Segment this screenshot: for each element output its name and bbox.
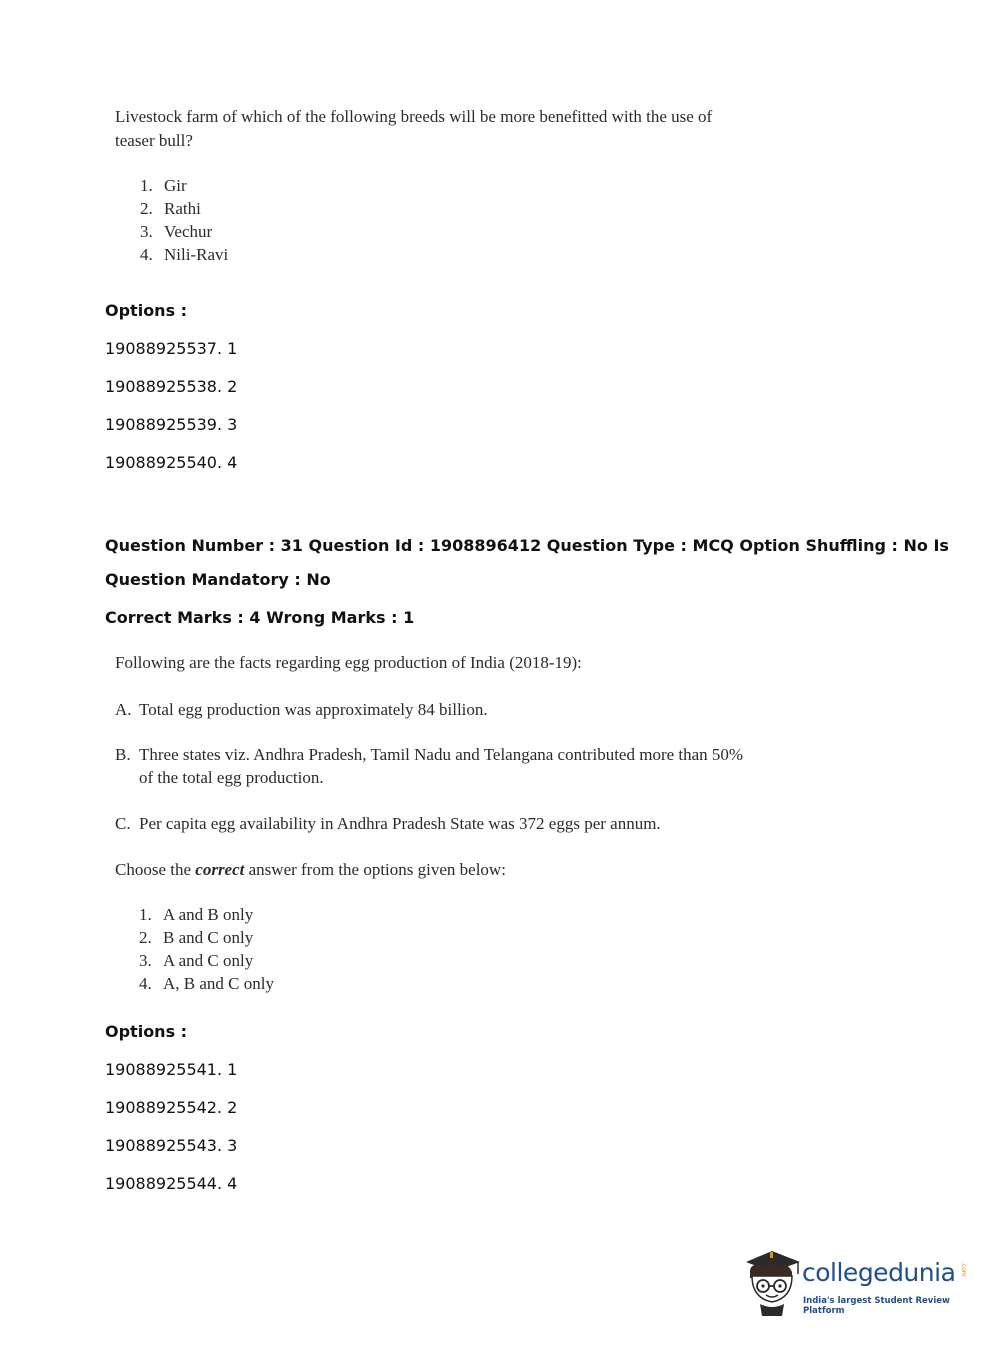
- logo-tagline: India's largest Student Review Platform: [803, 1296, 950, 1316]
- q31-header-line1: Question Number : 31 Question Id : 1908896412 Question Type : MCQ Option Shuffling : No Is: [105, 536, 949, 555]
- q30-stem-line1: Livestock farm of which of the following breeds will be more benefitted with the use of: [115, 107, 713, 126]
- q30-option-3: 19088925539. 3: [105, 415, 238, 434]
- q31-choice-1: 1. A and B only: [139, 905, 254, 924]
- q31-options-heading: Options :: [105, 1022, 188, 1041]
- q31-intro: Following are the facts regarding egg production of India (2018-19):: [115, 653, 582, 672]
- logo-wordmark: collegedunia: [802, 1258, 956, 1287]
- q31-option-3: 19088925543. 3: [105, 1136, 238, 1155]
- q31-header-line2: Question Mandatory : No: [105, 570, 331, 589]
- q31-statement-b: B. Three states viz. Andhra Pradesh, Tamil Nadu and Telangana contributed more than 50%: [115, 745, 744, 764]
- q30-choice-4: 4. Nili-Ravi: [140, 245, 229, 264]
- q31-option-2: 19088925542. 2: [105, 1098, 238, 1117]
- q31-statement-c: C. Per capita egg availability in Andhra Pradesh State was 372 eggs per annum.: [115, 814, 661, 833]
- q31-statement-b-line2: of the total egg production.: [139, 768, 324, 787]
- q31-option-4: 19088925544. 4: [105, 1174, 238, 1193]
- collegedunia-logo: [742, 1248, 972, 1318]
- logo-com-suffix: .com: [960, 1262, 967, 1277]
- q31-choice-3: 3. A and C only: [139, 951, 254, 970]
- q30-option-1: 19088925537. 1: [105, 339, 238, 358]
- q30-choice-2: 2. Rathi: [140, 199, 201, 218]
- q31-choice-4: 4. A, B and C only: [139, 974, 274, 993]
- q31-option-1: 19088925541. 1: [105, 1060, 238, 1079]
- q30-choice-1: 1. Gir: [140, 176, 187, 195]
- student-mascot-icon: [742, 1248, 804, 1318]
- q30-option-4: 19088925540. 4: [105, 453, 238, 472]
- q31-choose-instruction: Choose the correct answer from the options given below:: [115, 860, 506, 879]
- q31-choose-emphasis: correct: [195, 860, 245, 879]
- q31-choice-2: 2. B and C only: [139, 928, 254, 947]
- q30-option-2: 19088925538. 2: [105, 377, 238, 396]
- q31-statement-a: A. Total egg production was approximately 84 billion.: [115, 700, 488, 719]
- q30-options-heading: Options :: [105, 301, 188, 320]
- q30-choice-3: 3. Vechur: [140, 222, 213, 241]
- q31-marks: Correct Marks : 4 Wrong Marks : 1: [105, 608, 415, 627]
- q30-stem-line2: teaser bull?: [115, 131, 193, 150]
